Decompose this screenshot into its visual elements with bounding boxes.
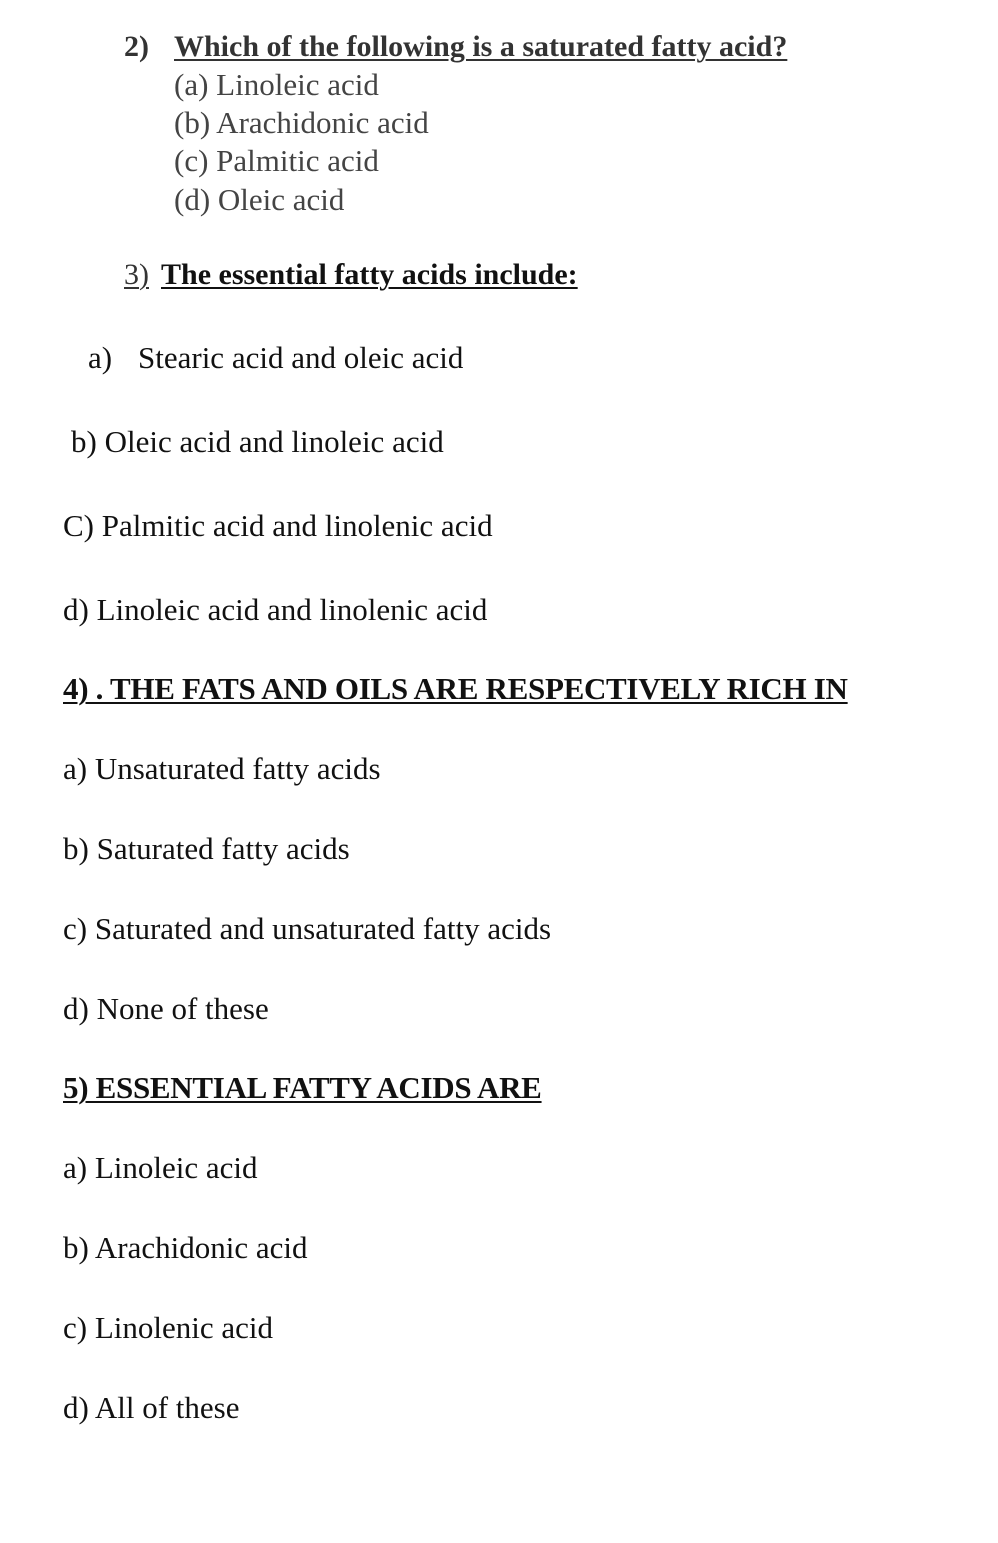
question-3-option-a: Stearic acid and oleic acid bbox=[138, 340, 464, 375]
question-2-option-c: (c) Palmitic acid bbox=[174, 143, 379, 178]
question-3-option-c: C) Palmitic acid and linolenic acid bbox=[63, 508, 493, 543]
question-4-option-c: c) Saturated and unsaturated fatty acids bbox=[63, 911, 552, 946]
question-3-title: The essential fatty acids include: bbox=[161, 258, 578, 291]
question-2-option-b: (b) Arachidonic acid bbox=[174, 105, 429, 140]
question-3-option-d: d) Linoleic acid and linolenic acid bbox=[63, 592, 488, 627]
question-5-option-b: b) Arachidonic acid bbox=[63, 1230, 308, 1265]
question-3-option-b: b) Oleic acid and linoleic acid bbox=[71, 424, 444, 459]
question-4-option-a: a) Unsaturated fatty acids bbox=[63, 751, 381, 786]
question-5-option-c: c) Linolenic acid bbox=[63, 1310, 274, 1345]
question-3-option-a-label: a) bbox=[88, 340, 113, 375]
question-2-title: Which of the following is a saturated fatty acid? bbox=[174, 30, 788, 63]
question-5-option-d: d) All of these bbox=[63, 1390, 240, 1425]
question-2-number: 2) bbox=[124, 30, 149, 63]
question-4-option-b: b) Saturated fatty acids bbox=[63, 831, 350, 866]
question-5-option-a: a) Linoleic acid bbox=[63, 1150, 258, 1185]
question-4-title: 4) . THE FATS AND OILS ARE RESPECTIVELY RICH IN bbox=[63, 671, 848, 706]
question-4-option-d: d) None of these bbox=[63, 991, 269, 1026]
question-3-number: 3) bbox=[124, 258, 149, 291]
question-2-option-a: (a) Linoleic acid bbox=[174, 67, 379, 102]
question-2-option-d: (d) Oleic acid bbox=[174, 182, 345, 217]
question-5-title: 5) ESSENTIAL FATTY ACIDS ARE bbox=[63, 1070, 542, 1105]
